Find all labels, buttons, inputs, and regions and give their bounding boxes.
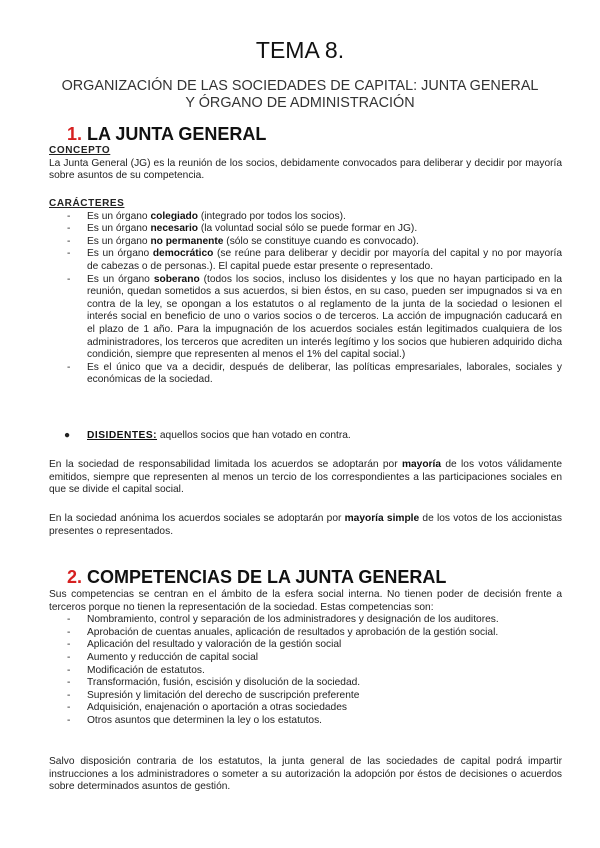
disidentes-text: aquellos socios que han votado en contra.: [157, 430, 351, 441]
list-item: - Adquisición, enajenación o aportación a otras sociedades: [49, 702, 562, 715]
closing-paragraph: Salvo disposición contraria de los estatutos, la junta general de las sociedades de capital podrá impartir instrucciones a los administradores o someter a su autorización la adopción por éstos de decisiones o acuerdos sobre determinados asuntos de gestión.: [49, 756, 562, 793]
section-2-number: 2.: [67, 567, 83, 587]
competencias-list: [49, 614, 562, 727]
section-1-heading: [67, 124, 266, 144]
sa-paragraph: En la sociedad anónima los acuerdos sociales se adoptarán por mayoría simple de los votos de los accionistas presentes o representados.: [49, 513, 562, 537]
list-item: - Supresión y limitación del derecho de suscripción preferente: [49, 690, 562, 703]
disidentes-label: DISIDENTES:: [87, 430, 158, 441]
list-item: - Es un órgano democrático (se reúne para deliberar y decidir por mayoría del capital y no por mayoría de cabezas o de personas.). El capital puede estar presente o representado.: [49, 248, 562, 273]
list-item: - Aprobación de cuentas anuales, aplicación de resultados y aprobación de la gestión social.: [49, 627, 562, 640]
caracteres-list: [49, 211, 562, 387]
list-item: - Modificación de estatutos.: [49, 665, 562, 678]
section-2-heading: [67, 567, 446, 587]
disidentes-item: [49, 430, 600, 443]
subtitle-line-2: Y ÓRGANO DE ADMINISTRACIÓN: [185, 94, 415, 111]
list-item: - Nombramiento, control y separación de los administradores y designación de los auditores.: [49, 614, 562, 627]
list-item: - Transformación, fusión, escisión y disolución de la sociedad.: [49, 677, 562, 690]
list-item: - Otros asuntos que determinen la ley o los estatutos.: [49, 715, 562, 728]
concepto-block: [49, 145, 562, 183]
page-subtitle: [40, 78, 560, 111]
list-item: - Es un órgano colegiado (integrado por todos los socios).: [49, 211, 562, 224]
caracteres-block: [49, 198, 562, 387]
page-title: TEMA 8.: [255, 37, 345, 63]
bullet-icon: ●: [64, 430, 71, 441]
subtitle-line-1: ORGANIZACIÓN DE LAS SOCIEDADES DE CAPITAL: JUNTA GENERAL: [61, 78, 539, 94]
section-2-title: COMPETENCIAS DE LA JUNTA GENERAL: [87, 567, 447, 587]
section-1-title: LA JUNTA GENERAL: [87, 124, 267, 144]
concepto-text: La Junta General (JG) es la reunión de los socios, debidamente convocados para deliberar y decidir por mayoría sobre asuntos de su competencia.: [49, 157, 562, 182]
list-item: - Es el único que va a decidir, después de deliberar, las políticas empresariales, laborales, sociales y económicas de la sociedad.: [49, 362, 562, 387]
list-item: - Es un órgano necesario (la voluntad social sólo se puede formar en JG).: [49, 223, 562, 236]
competencias-intro: Sus competencias se centran en el ámbito de la esfera social interna. No tienen poder de decisión frente a terceros porque no tienen la representación de la sociedad. Estas competencias son:: [49, 589, 562, 613]
section-1-number: 1.: [67, 124, 83, 144]
list-item: - Es un órgano soberano (todos los socios, incluso los disidentes y los que no hayan participado en la reunión, quedan sometidos a sus acuerdos, si bien éstos, en su caso, pueden ser impugnados si va en contra de la ley, se opongan a los estatutos o al reglamento de la junta de la sociedad o lesionen el interés social en beneficio de uno o varios socios o de terceros. La acción de impugnación caducará en el plazo de 1 año. Para la impugnación de los acuerdos sociales están legitimados cualquiera de los administradores, los terceros que acrediten un interés legítimo y los socios que hubieren adquirido dicha condición, siempre que representen al menos el 1% del capital social.): [49, 274, 562, 362]
list-item: - Es un órgano no permanente (sólo se constituye cuando es convocado).: [49, 236, 562, 249]
concepto-label: CONCEPTO: [49, 145, 111, 156]
competencias-block: [49, 589, 562, 728]
srl-paragraph: En la sociedad de responsabilidad limitada los acuerdos se adoptarán por mayoría de los votos válidamente emitidos, siempre que representen al menos un tercio de los correspondientes a las participaciones sociales en que se divide el capital social.: [49, 459, 562, 496]
list-item: - Aumento y reducción de capital social: [49, 652, 562, 665]
list-item: - Aplicación del resultado y valoración de la gestión social: [49, 639, 562, 652]
caracteres-label: CARÁCTERES: [49, 198, 125, 209]
